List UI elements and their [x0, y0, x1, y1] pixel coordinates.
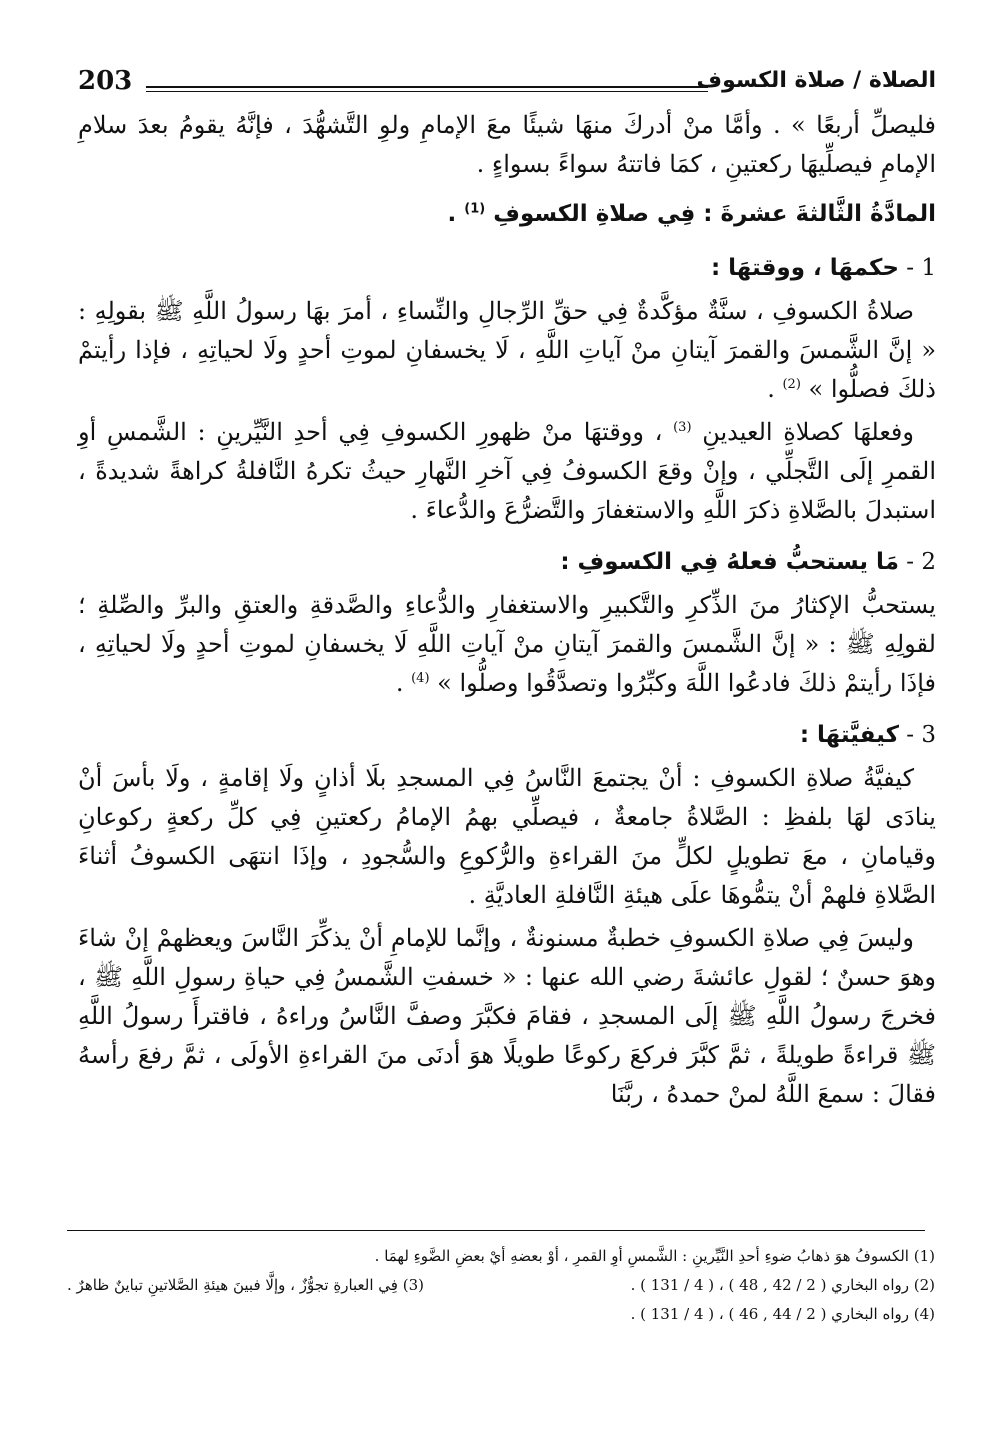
- paragraph-5: كيفيَّةُ صلاةِ الكسوفِ : أنْ يجتمعَ النَّاسُ فِي المسجدِ بلَا أذانٍ ولَا إقامةٍ ، ولَا بأسَ أنْ ينادَى لهَا بلفظِ : الصَّلاةُ جامعةٌ ، فيصلِّي بهمُ الإمامُ ركعتينِ فِي كلِّ ركعةٍ ركوعانِ وقيامانِ ، معَ تطويلٍ لكلٍّ منَ القراءةِ والرُّكوعِ والسُّجودِ ، وإذَا انتهَى الكسوفُ أثناءَ الصَّلاةِ فلهمْ أنْ يتمُّوهَا علَى هيئةِ النَّافلةِ العاديَّةِ .: [78, 764, 936, 909]
- paragraph-2-text: صلاةُ الكسوفِ ، سنَّةٌ مؤكَّدةٌ فِي حقِّ الرِّجالِ والنِّساءِ ، أمرَ بهَا رسولُ اللَّهِ ﷺ بقولِهِ : « إنَّ الشَّمسَ والقمرَ آيتانِ منْ آياتِ اللَّهِ ، لَا يخسفانِ لموتِ أحدٍ ولَا لحياتِهِ ، فإذا رأيتمْ ذلكَ فصلُّوا »: [78, 297, 937, 403]
- subheading-2-title: مَا يستحبُّ فعلهُ فِي الكسوفِ :: [560, 549, 899, 575]
- page-header: [78, 62, 936, 106]
- paragraph-3-text-b: ، ووقتهَا منْ ظهورِ الكسوفِ فِي أحدِ النَّيِّرينِ : الشَّمسِ أوِ القمرِ إلَى التَّجلِّي ، وإنْ وقعَ الكسوفُ فِي آخرِ النَّهارِ حيثُ تكرهُ النَّافلةُ كراهةً شديدةً ، استبدلَ بالصَّلاةِ ذكرَ اللَّهِ والاستغفارَ والتَّضرُّعَ والدُّعاءَ .: [78, 418, 936, 524]
- subheading-2-number: 2 -: [898, 549, 936, 575]
- paragraph-2-end: .: [767, 375, 783, 403]
- section-heading: [78, 194, 936, 234]
- footnotes: [67, 1242, 935, 1329]
- paragraph-3-text-a: وفعلهَا كصلاةِ العيدينِ: [702, 418, 914, 446]
- footnote-1: [67, 1242, 935, 1271]
- footnote-ref-3: (3): [673, 420, 692, 435]
- book-page: [78, 62, 936, 1118]
- paragraph-4-text: يستحبُّ الإكثارُ منَ الذِّكرِ والتَّكبيرِ والاستغفارِ والدُّعاءِ والصَّدقةِ والعتقِ والبرِّ والصِّلةِ ؛ لقولِهِ ﷺ : « إنَّ الشَّمسَ والقمرَ آيتانِ منْ آياتِ اللَّهِ لَا يخسفانِ لموتِ أحدٍ ولَا لحياتِهِ ، فإذَا رأيتمْ ذلكَ فادعُوا اللَّهَ وكبِّرُوا وتصدَّقُوا وصلُّوا »: [78, 591, 936, 697]
- subheading-1-title: حكمهَا ، ووقتهَا :: [710, 255, 899, 281]
- footnote-3-text: (3) فِي العبارةِ تجوُّزٌ ، وإلَّا فبينَ هيئةِ الصَّلاتينِ تباينٌ ظاهرٌ .: [67, 1276, 425, 1294]
- section-heading-text: المادَّةُ الثَّالثةَ عشرةَ : فِي صلاةِ الكسوفِ: [493, 201, 936, 227]
- page-number: 203: [78, 66, 133, 96]
- footnote-ref-4: (4): [411, 671, 430, 686]
- section-heading-end: .: [447, 201, 465, 227]
- subheading-1: [78, 248, 936, 288]
- footnote-rule: [67, 1230, 925, 1231]
- paragraph-4: [78, 586, 936, 703]
- paragraph-1: فليصلِّ أربعًا » . وأمَّا منْ أدركَ منهَا شيئًا معَ الإمامِ ولوِ التَّشهُّدَ ، فإنَّهُ يقومُ بعدَ سلامِ الإمامِ فيصلِّيهَا ركعتينِ ، كمَا فاتتهُ سواءً بسواءٍ .: [78, 111, 936, 178]
- footnote-4: [67, 1300, 935, 1329]
- footnote-ref-2: (2): [782, 377, 801, 392]
- subheading-2: [78, 542, 936, 582]
- footnote-1-text: (1) الكسوفُ هوَ ذهابُ ضوءِ أحدِ النَّيِّرينِ : الشَّمسِ أوِ القمرِ ، أوْ بعضهِ أيْ بعضِ الضَّوءِ لهمَا .: [374, 1247, 935, 1265]
- subheading-1-number: 1 -: [898, 255, 936, 281]
- paragraph-4-end: .: [395, 669, 412, 697]
- header-rule: [146, 86, 708, 92]
- subheading-3: [78, 715, 936, 755]
- paragraph-6: وليسَ فِي صلاةِ الكسوفِ خطبةٌ مسنونةٌ ، وإنَّما للإمامِ أنْ يذكِّرَ النَّاسَ ويعظهمْ إنْ شاءَ وهوَ حسنٌ ؛ لقولِ عائشةَ رضي الله عنها : « خسفتِ الشَّمسُ فِي حياةِ رسولِ اللَّهِ ﷺ ، فخرجَ رسولُ اللَّهِ ﷺ إلَى المسجدِ ، فقامَ فكبَّرَ وصفَّ النَّاسُ وراءهُ ، فاقترأَ رسولُ اللَّهِ ﷺ قراءةً طويلةً ، ثمَّ كبَّرَ فركعَ ركوعًا طويلًا هوَ أدنَى منَ القراءةِ الأولَى ، ثمَّ رفعَ رأسهُ فقالَ : سمعَ اللَّهُ لمنْ حمدهُ ، ربَّنَا: [78, 924, 936, 1108]
- footnote-4-text: (4) رواه البخاري ( 2 / 44 , 46 ) ، ( 4 / 131 ) .: [630, 1305, 935, 1323]
- running-title: الصلاة / صلاة الكسوف: [696, 68, 936, 93]
- subheading-3-title: كيفيَّتهَا :: [799, 722, 899, 748]
- footnote-ref-1: (1): [464, 201, 486, 217]
- footnote-2-text: (2) رواه البخاري ( 2 / 42 , 48 ) ، ( 4 / 131 ) .: [630, 1276, 935, 1294]
- paragraph-2: [78, 292, 936, 409]
- subheading-3-number: 3 -: [898, 722, 936, 748]
- paragraph-3: [78, 413, 936, 530]
- footnote-row-2-3: [67, 1271, 935, 1300]
